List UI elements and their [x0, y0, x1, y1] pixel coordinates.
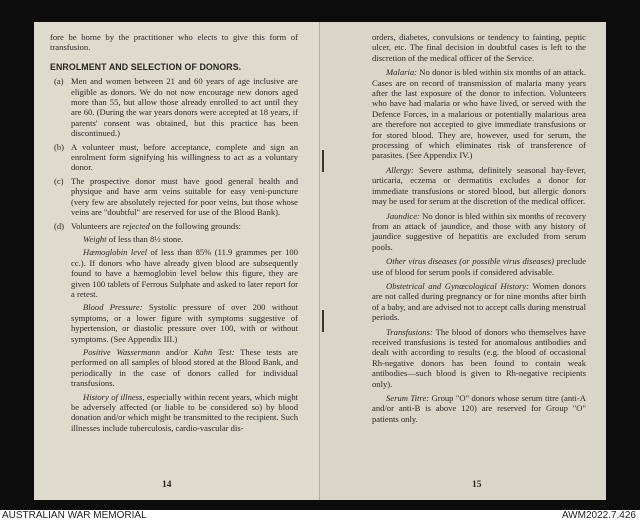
- list-item-text: Men and women between 21 and 60 years of age inclusive are eligible as donors. We do not now encourage new donors aged more than 55, but allow those already enrolled to act until they are 60. (During the war years donors were accepted at 18 years, if parents' consent was obtained, but this practice has been discontinued.): [71, 76, 298, 139]
- para-text: The blood of donors who themselves have received transfusions is tested for anomalous antibodies and dealt with according to results (e.g. the blood of occasional Rh-negative donors has been found to contain weak antibodies—such blood is given to Rh-negative recipients only).: [372, 326, 586, 389]
- para-text: preclude use of blood for serum pools if considered advisable.: [372, 256, 587, 277]
- criterion-term: Blood Pressure:: [83, 302, 143, 313]
- para-text: Severe asthma, definitely seasonal hay-fever, urticaria, eczema or dermatitis excludes a donor for immediate transfusions or stored blood, but allergic donors may be used for serum at the discretion of the medical officer.: [372, 164, 586, 207]
- criterion-text: These tests are performed on all samples of blood stored at the Blood Bank, and periodically in the case of donors called for individual transfusions.: [71, 346, 298, 389]
- criterion-text: Systolic pressure of over 200 without symptoms, or a lower figure with symptoms suggestive of hypertension, or diastolic pressure over 100, with or without symptoms. (See Appendix III.): [71, 302, 298, 344]
- para-text: Group "O" donors whose serum titre (anti-A and/or anti-B is above 120) are reserved for Group "O" patients only.: [372, 393, 586, 424]
- criterion-term: Weight: [83, 233, 107, 244]
- right-page-column: [372, 32, 586, 428]
- list-item-label: (a): [54, 76, 64, 87]
- para-virus: [372, 256, 586, 277]
- right-page: [320, 22, 606, 500]
- page-number-right: 15: [472, 479, 482, 490]
- para-term: Transfusions:: [386, 326, 433, 337]
- list-item-b: [50, 142, 298, 173]
- criterion-term: Positive Wassermann: [83, 346, 161, 357]
- caption-id: AWM2022.7.426: [561, 510, 636, 521]
- criterion-term: Hæmoglobin level: [83, 247, 148, 258]
- list-item-label: (b): [54, 141, 65, 152]
- section-heading: ENROLMENT AND SELECTION OF DONORS.: [50, 61, 242, 72]
- criterion-text: of less than 8½ stone.: [106, 233, 184, 244]
- staple-top: [322, 150, 324, 172]
- left-intro: fore be borne by the practitioner who elects to give this form of transfusion.: [50, 32, 298, 53]
- criterion-text: especially within recent years, which might be adversely affected (or liable to be considered so) by blood donation and/or which might be transmitted to the recipient. Such illnesses include tuberculosis, cardio-vascular dis-: [71, 391, 299, 433]
- para-text: No donor is bled within six months of recovery from an attack of jaundice, and those with any history of jaundice suggestive of hepatitis are excluded from serum pools.: [372, 210, 586, 252]
- caption-bar: [0, 510, 640, 523]
- list-item-label: (c): [54, 175, 64, 186]
- staple-bottom: [322, 310, 324, 332]
- list-item-a: [50, 76, 298, 138]
- para-term: Serum Titre:: [386, 393, 430, 403]
- criterion-wassermann: [50, 347, 298, 389]
- list-item-text: Volunteers are: [71, 220, 123, 231]
- para-term: Other virus diseases (or possible virus diseases): [386, 256, 554, 267]
- para-term: Jaundice:: [386, 210, 420, 221]
- para-malaria: [372, 67, 586, 161]
- criterion-term: Kahn Test:: [193, 346, 235, 357]
- para-allergy: [372, 165, 586, 207]
- left-page: [34, 22, 320, 500]
- criterion-blood-pressure: [50, 302, 298, 344]
- list-item-text: The prospective donor must have good general health and physique and have arm veins suitable for easy veni-puncture (very few are absolutely rejected for poor veins, but those whose veins are "doubtful" are reserved for use of the Blood Bank).: [71, 175, 298, 218]
- emphasis: rejected: [122, 220, 150, 231]
- para-obstetrical: [372, 281, 586, 323]
- caption-source: AUSTRALIAN WAR MEMORIAL: [2, 510, 147, 521]
- para-text: Women donors are not called during pregnancy or for nine months after birth of a baby, and are advised not to accept calls during menstrual periods.: [372, 280, 586, 323]
- para-serum-titre: [372, 393, 586, 424]
- para-transfusions: [372, 327, 586, 389]
- criterion-term: History of illness,: [83, 391, 145, 402]
- list-item-c: [50, 176, 298, 218]
- criterion-text: of less than 85% (11.9 grammes per 100 cc.). If donors who have already given blood are subsequently found to have a hæmoglobin level below this figure, they are given 100 tablets of Ferrous Sulphate and asked to later report for a retest.: [71, 247, 298, 299]
- para-term: Obstetrical and Gynæcological History:: [386, 280, 530, 291]
- list-item-label: (d): [54, 220, 65, 231]
- criterion-weight: [50, 234, 298, 244]
- criterion-haemoglobin: [50, 247, 298, 299]
- list-item-text: on the following grounds:: [149, 220, 241, 231]
- para-term: Malaria:: [386, 67, 418, 78]
- list-item-text: A volunteer must, before acceptance, complete and sign an enrolment form signifying his willingness to act as a voluntary donor.: [71, 141, 298, 173]
- criterion-text: and/or: [160, 346, 194, 357]
- list-item-d: [50, 221, 298, 231]
- para-jaundice: [372, 211, 586, 253]
- criterion-history: [50, 392, 298, 434]
- para-term: Allergy:: [386, 164, 414, 175]
- right-intro: orders, diabetes, convulsions or tendency to fainting, peptic ulcer, etc. The final decision in doubtful cases is left to the discretion of the medical officer of the Service.: [372, 32, 586, 63]
- para-text: No donor is bled within six months of an attack. Cases are on record of transmission of malaria many years after the last exposure of the donor to infection. Volunteers who have had malaria or who have lived, or served with the Defence Forces, in a malarious or potentially malarious area are therefore not accepted to give immediate transfusions or for stored blood. They are, however, used for serum, the processing of which eliminates risk of transference of parasites. (See Appendix IV.): [372, 67, 586, 161]
- page-number-left: 14: [162, 479, 172, 490]
- left-page-column: [50, 32, 298, 436]
